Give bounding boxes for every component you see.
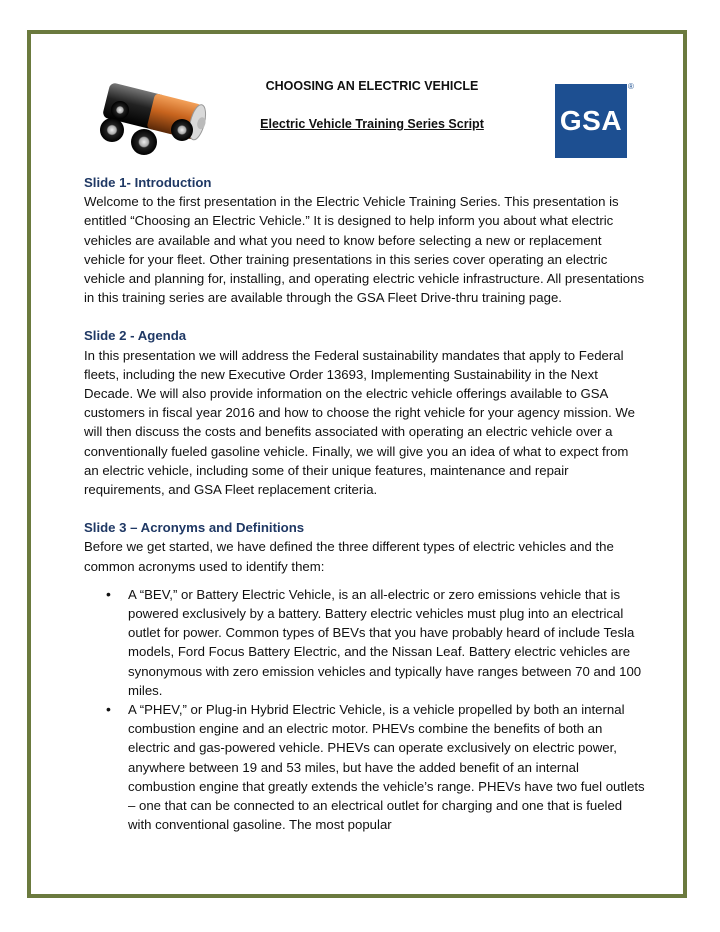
document-subtitle: Electric Vehicle Training Series Script bbox=[260, 117, 484, 131]
section-heading-introduction: Slide 1- Introduction bbox=[84, 175, 212, 190]
section-text-acronyms: Before we get started, we have defined the three different types of electric vehicles and the common acronyms used to identify them: bbox=[84, 539, 614, 574]
gsa-logo bbox=[555, 84, 627, 158]
section-heading-acronyms: Slide 3 – Acronyms and Definitions bbox=[84, 520, 305, 536]
section-text-introduction: Welcome to the first presentation in the Electric Vehicle Training Series. This presentation is entitled “Choosing an Electric Vehicle.” It is designed to help inform you about what electric vehicles are available and what you need to know before selecting a new or replacement vehicle for your fleet. Other training presentations in this series cover operating an electric vehicle and planning for, installing, and operating electric vehicle infrastructure. All presentations in this training series are available through the GSA Fleet Drive-thru training page. bbox=[84, 194, 645, 306]
battery-car-image bbox=[90, 72, 222, 158]
section-heading-agenda: Slide 2 - Agenda bbox=[84, 328, 187, 344]
registered-mark: ® bbox=[628, 82, 634, 91]
script-body bbox=[84, 173, 646, 835]
acronym-list bbox=[84, 585, 646, 835]
list-item-bev: • A “BEV,” or Battery Electric Vehicle, is an all-electric or zero emissions vehicle that is powered exclusively by a battery. Battery electric vehicles must plug into an electrical outlet for power. Common types of BEVs that you have probably heard of include Tesla models, Ford Focus Battery Electric, and the Nissan Leaf. Battery electric vehicles are synonymous with zero emission vehicles and typically have ranges between 70 and 100 miles. bbox=[128, 585, 646, 700]
list-item-phev: • A “PHEV,” or Plug-in Hybrid Electric Vehicle, is a vehicle propelled by both an internal combustion engine and an electric motor. PHEVs combine the benefits of both an electric and gas-powered vehicle. PHEVs can operate exclusively on electric power, anywhere between 19 and 53 miles, but have the added benefit of an internal combustion engine that greatly extends the vehicle’s range. PHEVs have two fuel outlets – one that can be connected to an electrical outlet for charging and one that is fueled with conventional gasoline. The most popular bbox=[128, 700, 646, 834]
gsa-logo-text: GSA bbox=[559, 105, 623, 136]
section-text-agenda: In this presentation we will address the Federal sustainability mandates that apply to Federal fleets, including the new Executive Order 13693, Implementing Sustainability in the Next Decade. We will also provide information on the electric vehicle offerings available to GSA customers in fiscal year 2016 and how to choose the right vehicle for your agency mission. We will then discuss the costs and benefits associated with operating an electric vehicle over a conventionally fueled gasoline vehicle. Finally, we will give you an idea of what to expect from an electric vehicle, including some of their unique features, maintenance and repair requirements, and GSA Fleet replacement criteria. bbox=[84, 347, 635, 498]
document-title: CHOOSING AN ELECTRIC VEHICLE bbox=[265, 79, 479, 93]
